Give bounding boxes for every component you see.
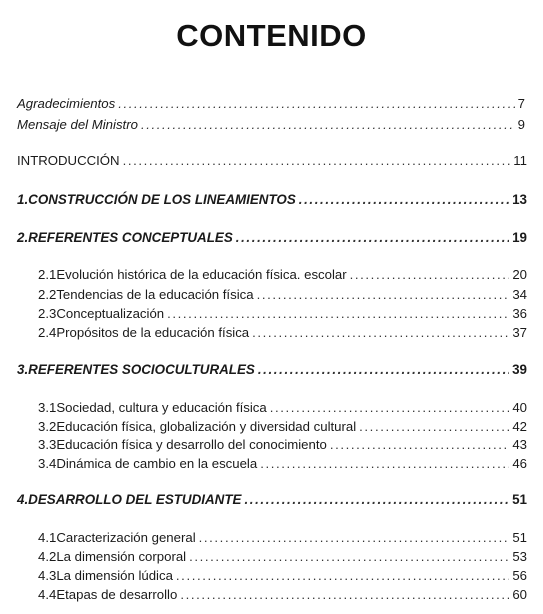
section-page: 19 bbox=[512, 230, 527, 245]
toc-section-2[interactable] bbox=[17, 229, 527, 247]
section-number: 3. bbox=[17, 362, 29, 377]
entry-page: 43 bbox=[512, 437, 527, 452]
toc-section-4[interactable] bbox=[17, 491, 527, 509]
section-page: 51 bbox=[512, 492, 527, 507]
entry-label: Conceptualización bbox=[56, 306, 165, 321]
entry-page: 20 bbox=[512, 267, 527, 282]
entry-label: Educación física, globalización y diversidad cultural bbox=[56, 419, 357, 434]
dot-leader bbox=[199, 529, 510, 547]
entry-page: 37 bbox=[512, 325, 527, 340]
section-number: 4. bbox=[17, 492, 29, 507]
toc-entry-3-4[interactable] bbox=[38, 455, 527, 473]
entry-label: Educación física y desarrollo del conocimiento bbox=[56, 437, 327, 452]
toc-entry-2-2[interactable] bbox=[38, 286, 527, 304]
entry-label: Caracterización general bbox=[56, 530, 196, 545]
entry-label: Tendencias de la educación física bbox=[56, 287, 254, 302]
toc-entry-3-2[interactable] bbox=[38, 418, 527, 436]
dot-leader bbox=[252, 324, 509, 342]
toc-entry-4-4[interactable] bbox=[38, 586, 527, 604]
entry-page: 34 bbox=[512, 287, 527, 302]
page-title: CONTENIDO bbox=[176, 18, 367, 53]
entry-number: 2.1 bbox=[38, 267, 57, 282]
toc-entry-2-1[interactable] bbox=[38, 266, 527, 284]
toc-entry-introduccion[interactable] bbox=[17, 152, 527, 170]
section-label: DESARROLLO DEL ESTUDIANTE bbox=[28, 492, 242, 507]
entry-label: Sociedad, cultura y educación física bbox=[56, 400, 267, 415]
section-page: 39 bbox=[512, 362, 527, 377]
toc-entry-2-3[interactable] bbox=[38, 305, 527, 323]
entry-number: 3.1 bbox=[38, 400, 57, 415]
toc-entry-page: 11 bbox=[513, 153, 527, 168]
entry-page: 36 bbox=[512, 306, 527, 321]
entry-page: 51 bbox=[512, 530, 527, 545]
dot-leader bbox=[141, 116, 515, 134]
dot-leader bbox=[176, 567, 509, 585]
entry-page: 42 bbox=[512, 419, 527, 434]
dot-leader bbox=[299, 191, 509, 209]
dot-leader bbox=[330, 436, 509, 454]
dot-leader bbox=[257, 286, 510, 304]
entry-page: 60 bbox=[512, 587, 527, 602]
section-number: 2. bbox=[17, 230, 29, 245]
entry-number: 3.2 bbox=[38, 419, 57, 434]
entry-number: 3.3 bbox=[38, 437, 57, 452]
entry-label: Etapas de desarrollo bbox=[56, 587, 178, 602]
toc-entry-label: INTRODUCCIÓN bbox=[17, 153, 120, 168]
entry-number: 4.2 bbox=[38, 549, 57, 564]
toc-entry-4-3[interactable] bbox=[38, 567, 527, 585]
toc-entry-label: Agradecimientos bbox=[17, 96, 116, 111]
section-label: REFERENTES CONCEPTUALES bbox=[28, 230, 233, 245]
dot-leader bbox=[350, 266, 510, 284]
entry-label: Propósitos de la educación física bbox=[56, 325, 250, 340]
toc-section-1[interactable] bbox=[17, 191, 527, 209]
toc-entry-2-4[interactable] bbox=[38, 324, 527, 342]
section-number: 1. bbox=[17, 192, 29, 207]
section-page: 13 bbox=[512, 192, 527, 207]
toc-entry-4-2[interactable] bbox=[38, 548, 527, 566]
entry-number: 2.4 bbox=[38, 325, 57, 340]
entry-number: 4.4 bbox=[38, 587, 57, 602]
entry-number: 4.3 bbox=[38, 568, 57, 583]
dot-leader bbox=[167, 305, 509, 323]
entry-page: 40 bbox=[512, 400, 527, 415]
section-label: CONSTRUCCIÓN DE LOS LINEAMIENTOS bbox=[28, 192, 296, 207]
entry-number: 4.1 bbox=[38, 530, 57, 545]
entry-number: 3.4 bbox=[38, 456, 57, 471]
entry-number: 2.2 bbox=[38, 287, 57, 302]
dot-leader bbox=[118, 95, 514, 113]
dot-leader bbox=[189, 548, 509, 566]
dot-leader bbox=[359, 418, 509, 436]
dot-leader bbox=[270, 399, 510, 417]
dot-leader bbox=[236, 229, 509, 247]
entry-page: 53 bbox=[512, 549, 527, 564]
dot-leader bbox=[258, 361, 509, 379]
entry-page: 46 bbox=[512, 456, 527, 471]
toc-entry-label: Mensaje del Ministro bbox=[17, 117, 138, 132]
entry-label: Dinámica de cambio en la escuela bbox=[56, 456, 258, 471]
toc-section-3[interactable] bbox=[17, 361, 527, 379]
toc-entry-page: 9 bbox=[517, 117, 525, 132]
dot-leader bbox=[180, 586, 509, 604]
dot-leader bbox=[260, 455, 509, 473]
entry-label: La dimensión lúdica bbox=[56, 568, 173, 583]
entry-label: Evolución histórica de la educación física. escolar bbox=[56, 267, 347, 282]
dot-leader bbox=[123, 152, 511, 170]
entry-number: 2.3 bbox=[38, 306, 57, 321]
toc-entry-mensaje-ministro[interactable] bbox=[17, 116, 525, 134]
toc-entry-4-1[interactable] bbox=[38, 529, 527, 547]
section-label: REFERENTES SOCIOCULTURALES bbox=[28, 362, 255, 377]
toc-entry-agradecimientos[interactable] bbox=[17, 95, 525, 113]
entry-label: La dimensión corporal bbox=[56, 549, 187, 564]
toc-entry-3-1[interactable] bbox=[38, 399, 527, 417]
entry-page: 56 bbox=[512, 568, 527, 583]
toc-entry-page: 7 bbox=[517, 96, 525, 111]
toc-entry-3-3[interactable] bbox=[38, 436, 527, 454]
dot-leader bbox=[244, 491, 509, 509]
